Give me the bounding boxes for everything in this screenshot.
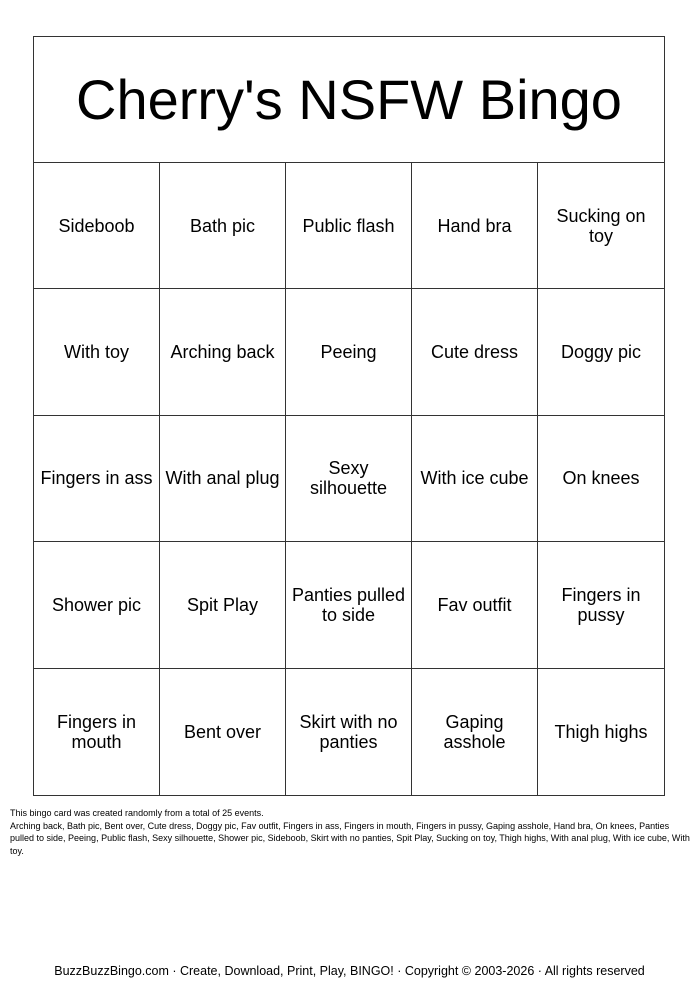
site-footer: BuzzBuzzBingo.com · Create, Download, Print, Play, BINGO! · Copyright © 2003-2026 · All rights reserved [54, 964, 645, 978]
bingo-cell: Sideboob [34, 163, 160, 289]
bingo-cell: Panties pulled to side [286, 542, 412, 668]
bingo-cell: Fingers in ass [34, 416, 160, 542]
footnote-summary: This bingo card was created randomly from a total of 25 events. [10, 808, 264, 818]
bingo-cell: Fav outfit [412, 542, 538, 668]
card-footnote [10, 807, 690, 857]
bingo-cell: With anal plug [160, 416, 286, 542]
bingo-cell: Bent over [160, 669, 286, 795]
title-row [34, 37, 664, 163]
bingo-cell: Spit Play [160, 542, 286, 668]
bingo-cell: Doggy pic [538, 289, 664, 415]
bingo-cell: Sucking on toy [538, 163, 664, 289]
bingo-cell: Gaping asshole [412, 669, 538, 795]
bingo-cell: Fingers in pussy [538, 542, 664, 668]
bingo-card [33, 36, 665, 796]
bingo-cell: Thigh highs [554, 721, 648, 742]
bingo-cell: With toy [34, 289, 160, 415]
bingo-cell: Sexy silhouette [286, 416, 412, 542]
footnote-event-list: Arching back, Bath pic, Bent over, Cute dress, Doggy pic, Fav outfit, Fingers in ass, Fingers in mouth, Fingers in pussy, Gaping asshole, Hand bra, On knees, Panties pulled to side, Peeing, Public flash, Sexy silhouette, Shower pic, Sideboob, Skirt with no panties, Spit Play, Sucking on toy, Thigh highs, With anal plug, With ice cube, With toy. [10, 820, 690, 856]
bingo-cell: Fingers in mouth [34, 669, 160, 795]
bingo-cell: Shower pic [34, 542, 160, 668]
bingo-cell: Arching back [160, 289, 286, 415]
bingo-cell: With ice cube [412, 416, 538, 542]
bingo-cell: Bath pic [160, 163, 286, 289]
bingo-cell: Hand bra [412, 163, 538, 289]
bingo-cell: Public flash [286, 163, 412, 289]
bingo-grid [34, 163, 664, 795]
card-title: Cherry's NSFW Bingo [76, 67, 622, 131]
bingo-cell: Skirt with no panties [286, 669, 412, 795]
bingo-cell: On knees [538, 416, 664, 542]
bingo-cell: Peeing [286, 289, 412, 415]
bingo-cell: Cute dress [412, 289, 538, 415]
